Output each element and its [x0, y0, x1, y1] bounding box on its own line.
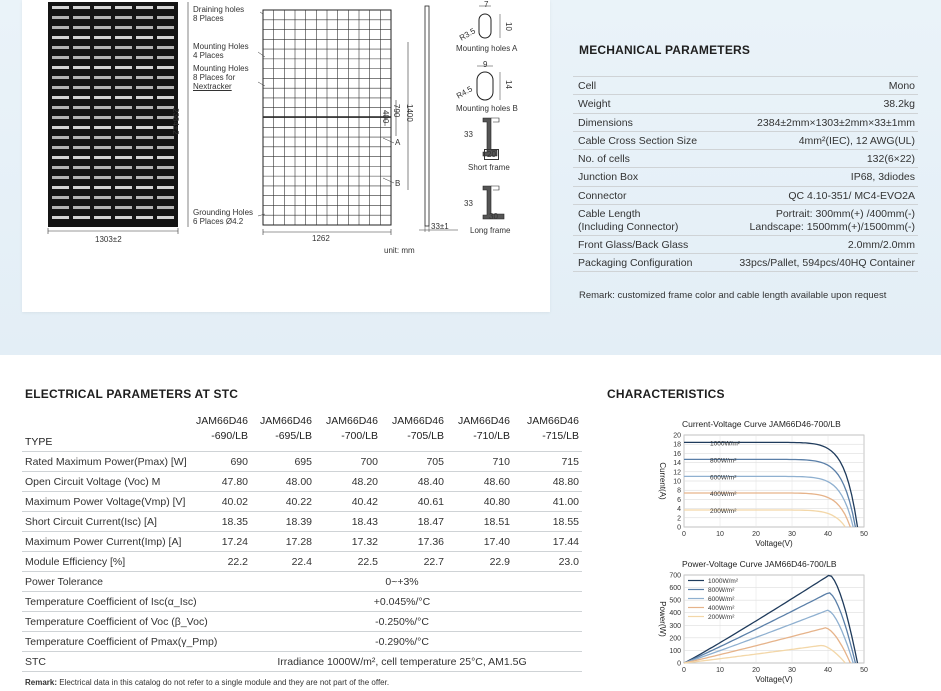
electrical-cell: 710	[492, 456, 510, 468]
legend-entry: 400W/m²	[708, 605, 735, 612]
short-frame-height: 33	[464, 130, 473, 139]
model-header	[182, 414, 248, 444]
mech-key: Cell	[578, 80, 597, 92]
hole-b-height: 14	[504, 80, 513, 89]
model-name: JAM66D46	[196, 415, 248, 427]
draining-holes-label: Draining holes 8 Places	[193, 5, 245, 23]
mech-row	[573, 167, 918, 185]
electrical-key: Temperature Coefficient of Voc (β_Voc)	[25, 616, 208, 628]
model-header	[444, 414, 510, 444]
legend-entry: 800W/m²	[708, 587, 735, 594]
y-tick-label: 2	[677, 515, 681, 523]
x-tick-label: 30	[788, 667, 796, 674]
legend-entry: 200W/m²	[708, 614, 735, 621]
unit-label: unit: mm	[384, 246, 415, 255]
y-tick-label: 400	[669, 610, 681, 618]
pv-curve-chart	[640, 555, 880, 691]
electrical-cell: 22.7	[423, 556, 444, 568]
mech-key: Junction Box	[578, 171, 639, 184]
electrical-cell: 700	[360, 456, 378, 468]
model-suffix: -695/LB	[275, 430, 312, 442]
electrical-cell: 18.35	[221, 516, 248, 528]
mounting-holes-nextracker-label: Mounting Holes 8 Places for Nextracker	[193, 64, 249, 91]
legend-entry: 400W/m²	[710, 490, 737, 498]
electrical-cell: 41.00	[552, 496, 579, 508]
mech-row	[573, 235, 918, 253]
electrical-row	[22, 632, 582, 652]
electrical-key: Maximum Power Current(Imp) [A]	[25, 536, 182, 548]
electrical-cell: 22.4	[291, 556, 312, 568]
electrical-row	[22, 572, 582, 592]
x-tick-label: 10	[716, 667, 724, 674]
y-tick-label: 14	[673, 460, 681, 468]
grounding-holes-label: Grounding Holes 6 Places Ø4.2	[193, 208, 254, 226]
mech-key: Dimensions	[578, 116, 633, 129]
mech-value: Mono	[888, 80, 915, 92]
electrical-span-cell: -0.290%/°C	[375, 636, 429, 648]
dim-400: 400	[381, 110, 390, 124]
electrical-row	[22, 512, 582, 532]
legend-entry: 1000W/m²	[710, 440, 740, 448]
y-tick-label: 200	[669, 635, 681, 643]
hole-a-width: 7	[484, 0, 489, 9]
short-frame-caption: Short frame	[468, 163, 510, 172]
model-header	[312, 414, 378, 444]
mech-row	[573, 204, 918, 235]
electrical-key: Module Efficiency [%]	[25, 556, 126, 568]
x-tick-label: 40	[824, 531, 832, 538]
panel-rear-view	[48, 2, 178, 227]
mounting-holes-a-caption: Mounting holes A	[456, 44, 518, 53]
width-inner-dim: 1262	[312, 234, 330, 243]
x-axis-label: Voltage(V)	[755, 675, 793, 684]
y-tick-label: 10	[673, 478, 681, 486]
mech-key: Cable Cross Section Size	[578, 134, 698, 147]
electrical-parameters-title: ELECTRICAL PARAMETERS AT STC	[25, 387, 239, 401]
y-tick-label: 0	[677, 524, 681, 532]
electrical-cell: 695	[294, 456, 312, 468]
electrical-row	[22, 492, 582, 512]
electrical-cell: 48.80	[552, 476, 579, 488]
electrical-table-header	[22, 411, 582, 452]
electrical-parameters-table	[22, 411, 582, 672]
electrical-cell: 48.40	[417, 476, 444, 488]
model-header	[513, 414, 579, 444]
hole-b-width: 9	[483, 60, 488, 69]
iv-curve-chart	[640, 415, 880, 555]
legend-entry: 1000W/m²	[708, 578, 738, 585]
electrical-cell: 715	[561, 456, 579, 468]
long-frame-caption: Long frame	[470, 226, 511, 235]
model-name: JAM66D46	[392, 415, 444, 427]
x-axis-label: Voltage(V)	[755, 539, 793, 548]
electrical-cell: 18.55	[552, 516, 579, 528]
y-tick-label: 600	[669, 585, 681, 593]
electrical-cell: 17.24	[221, 536, 248, 548]
x-tick-label: 30	[788, 531, 796, 538]
electrical-cell: 17.40	[483, 536, 510, 548]
electrical-span-cell: +0.045%/°C	[373, 596, 431, 608]
mark-a: A	[395, 138, 401, 147]
mechanical-drawing-card	[22, 0, 550, 312]
model-suffix: -710/LB	[473, 430, 510, 442]
electrical-remark: Remark: Electrical data in this catalog do not refer to a single module and they are not part of the offer.	[25, 678, 390, 687]
x-tick-label: 0	[682, 667, 686, 674]
electrical-cell: 17.28	[285, 536, 312, 548]
electrical-cell: 40.22	[285, 496, 312, 508]
legend-entry: 600W/m²	[708, 596, 735, 603]
mech-key: Weight	[578, 98, 611, 111]
mech-key: No. of cells	[578, 153, 630, 166]
model-header	[246, 414, 312, 444]
y-axis-label: Current(A)	[658, 462, 667, 500]
model-suffix: -690/LB	[211, 430, 248, 442]
electrical-cell: 17.36	[417, 536, 444, 548]
mech-key-line2: (Including Connector)	[578, 221, 679, 234]
model-name: JAM66D46	[260, 415, 312, 427]
electrical-cell: 22.5	[357, 556, 378, 568]
y-axis-label: Power(W)	[658, 601, 667, 637]
mech-value: QC 4.10-351/ MC4-EVO2A	[788, 189, 915, 202]
y-tick-label: 4	[677, 506, 681, 514]
hole-b-radius: R4.5	[454, 84, 475, 101]
electrical-cell: 705	[426, 456, 444, 468]
mechanical-remark: Remark: customized frame color and cable length available upon request	[579, 290, 887, 301]
mounting-holes-b-caption: Mounting holes B	[456, 104, 518, 113]
mech-value: IP68, 3diodes	[850, 171, 915, 184]
long-frame-height: 33	[464, 199, 473, 208]
mech-key: Cable Length	[578, 208, 641, 221]
mech-key: Packaging Configuration	[578, 257, 693, 270]
model-header	[378, 414, 444, 444]
y-tick-label: 300	[669, 622, 681, 630]
mech-row	[573, 94, 918, 112]
electrical-key: Rated Maximum Power(Pmax) [W]	[25, 456, 187, 468]
model-suffix: -715/LB	[542, 430, 579, 442]
mounting-hole-a-detail	[479, 6, 500, 38]
mechanical-parameters-table	[573, 76, 918, 272]
electrical-key: STC	[25, 656, 46, 668]
electrical-cell: 18.51	[483, 516, 510, 528]
electrical-row	[22, 452, 582, 472]
x-tick-label: 50	[860, 531, 868, 538]
electrical-cell: 40.80	[483, 496, 510, 508]
chart-title: Power-Voltage Curve JAM66D46-700/LB	[682, 559, 837, 569]
mech-value: 2384±2mm×1303±2mm×33±1mm	[757, 116, 915, 129]
y-tick-label: 700	[669, 572, 681, 580]
electrical-cell: 18.47	[417, 516, 444, 528]
y-tick-label: 20	[673, 432, 681, 440]
electrical-row	[22, 552, 582, 572]
model-name: JAM66D46	[527, 415, 579, 427]
mech-value: Portrait: 300mm(+) /400mm(-)	[775, 208, 915, 221]
y-tick-label: 0	[677, 660, 681, 668]
thickness-dim: 33±1	[431, 222, 449, 231]
x-tick-label: 0	[682, 531, 686, 538]
legend-entry: 600W/m²	[710, 474, 737, 482]
electrical-key: Temperature Coefficient of Pmax(γ_Pmp)	[25, 636, 218, 648]
electrical-row	[22, 532, 582, 552]
model-suffix: -700/LB	[341, 430, 378, 442]
x-tick-label: 10	[716, 531, 724, 538]
electrical-cell: 17.44	[552, 536, 579, 548]
mech-row	[573, 149, 918, 167]
short-frame-width: 20	[484, 149, 499, 160]
hole-a-height: 10	[504, 22, 513, 31]
electrical-cell: 23.0	[558, 556, 579, 568]
electrical-cell: 48.60	[483, 476, 510, 488]
electrical-cell: 48.00	[285, 476, 312, 488]
mech-value: 132(6×22)	[866, 153, 915, 166]
mounting-holes-label: Mounting Holes 4 Places	[193, 42, 249, 60]
electrical-key: Maximum Power Voltage(Vmp) [V]	[25, 496, 186, 508]
y-tick-label: 8	[677, 487, 681, 495]
mech-value: 2.0mm/2.0mm	[847, 239, 915, 252]
electrical-cell: 17.32	[351, 536, 378, 548]
electrical-span-cell: 0~+3%	[385, 576, 419, 588]
panel-front-view	[263, 10, 391, 225]
mounting-hole-b-detail	[477, 66, 500, 100]
long-frame-width: 30	[489, 212, 498, 221]
y-tick-label: 18	[673, 441, 681, 449]
y-tick-label: 6	[677, 496, 681, 504]
x-tick-label: 50	[860, 667, 868, 674]
y-tick-label: 16	[673, 450, 681, 458]
mech-value: 4mm²(IEC), 12 AWG(UL)	[798, 134, 915, 147]
electrical-key: Power Tolerance	[25, 576, 104, 588]
mark-b: B	[395, 179, 401, 188]
mech-row	[573, 131, 918, 149]
electrical-row	[22, 472, 582, 492]
electrical-cell: 22.9	[489, 556, 510, 568]
electrical-cell: 40.02	[221, 496, 248, 508]
electrical-cell: 40.42	[351, 496, 378, 508]
model-name: JAM66D46	[458, 415, 510, 427]
electrical-key: Short Circuit Current(Isc) [A]	[25, 516, 157, 528]
chart-title: Current-Voltage Curve JAM66D46-700/LB	[682, 419, 841, 429]
electrical-row	[22, 652, 582, 672]
width-total-dim: 1303±2	[95, 235, 122, 244]
y-tick-label: 500	[669, 597, 681, 605]
mech-value: 38.2kg	[883, 98, 915, 111]
x-tick-label: 40	[824, 667, 832, 674]
mech-row	[573, 253, 918, 271]
legend-entry: 800W/m²	[710, 457, 737, 465]
electrical-span-cell: -0.250%/°C	[375, 616, 429, 628]
electrical-cell: 690	[230, 456, 248, 468]
electrical-cell: 47.80	[221, 476, 248, 488]
model-suffix: -705/LB	[407, 430, 444, 442]
dim-790: 790	[392, 104, 401, 118]
electrical-row	[22, 592, 582, 612]
electrical-cell: 18.43	[351, 516, 378, 528]
mech-value: 33pcs/Pallet, 594pcs/40HQ Container	[739, 257, 915, 270]
type-label: TYPE	[25, 436, 53, 448]
height-total-dim: 2384±2	[171, 108, 180, 135]
dim-1400: 1400	[405, 104, 414, 122]
characteristics-title: CHARACTERISTICS	[607, 387, 725, 401]
electrical-span-cell: Irradiance 1000W/m², cell temperature 25°C, AM1.5G	[277, 656, 527, 668]
mech-row	[573, 76, 918, 94]
x-tick-label: 20	[752, 531, 760, 538]
mechanical-parameters-title: MECHANICAL PARAMETERS	[579, 43, 751, 57]
mech-key: Connector	[578, 189, 627, 202]
x-tick-label: 20	[752, 667, 760, 674]
electrical-cell: 22.2	[227, 556, 248, 568]
electrical-key: Temperature Coefficient of Isc(α_Isc)	[25, 596, 197, 608]
mech-key: Front Glass/Back Glass	[578, 239, 689, 252]
electrical-key: Open Circuit Voltage (Voc) M	[25, 476, 161, 488]
electrical-row	[22, 612, 582, 632]
mech-value-line2: Landscape: 1500mm(+)/1500mm(-)	[749, 221, 915, 234]
mech-row	[573, 186, 918, 204]
y-tick-label: 100	[669, 647, 681, 655]
hole-a-radius: R3.5	[457, 26, 478, 43]
electrical-cell: 48.20	[351, 476, 378, 488]
electrical-cell: 40.61	[417, 496, 444, 508]
y-tick-label: 12	[673, 469, 681, 477]
legend-entry: 200W/m²	[710, 507, 737, 515]
electrical-cell: 18.39	[285, 516, 312, 528]
mech-row	[573, 113, 918, 131]
model-name: JAM66D46	[326, 415, 378, 427]
